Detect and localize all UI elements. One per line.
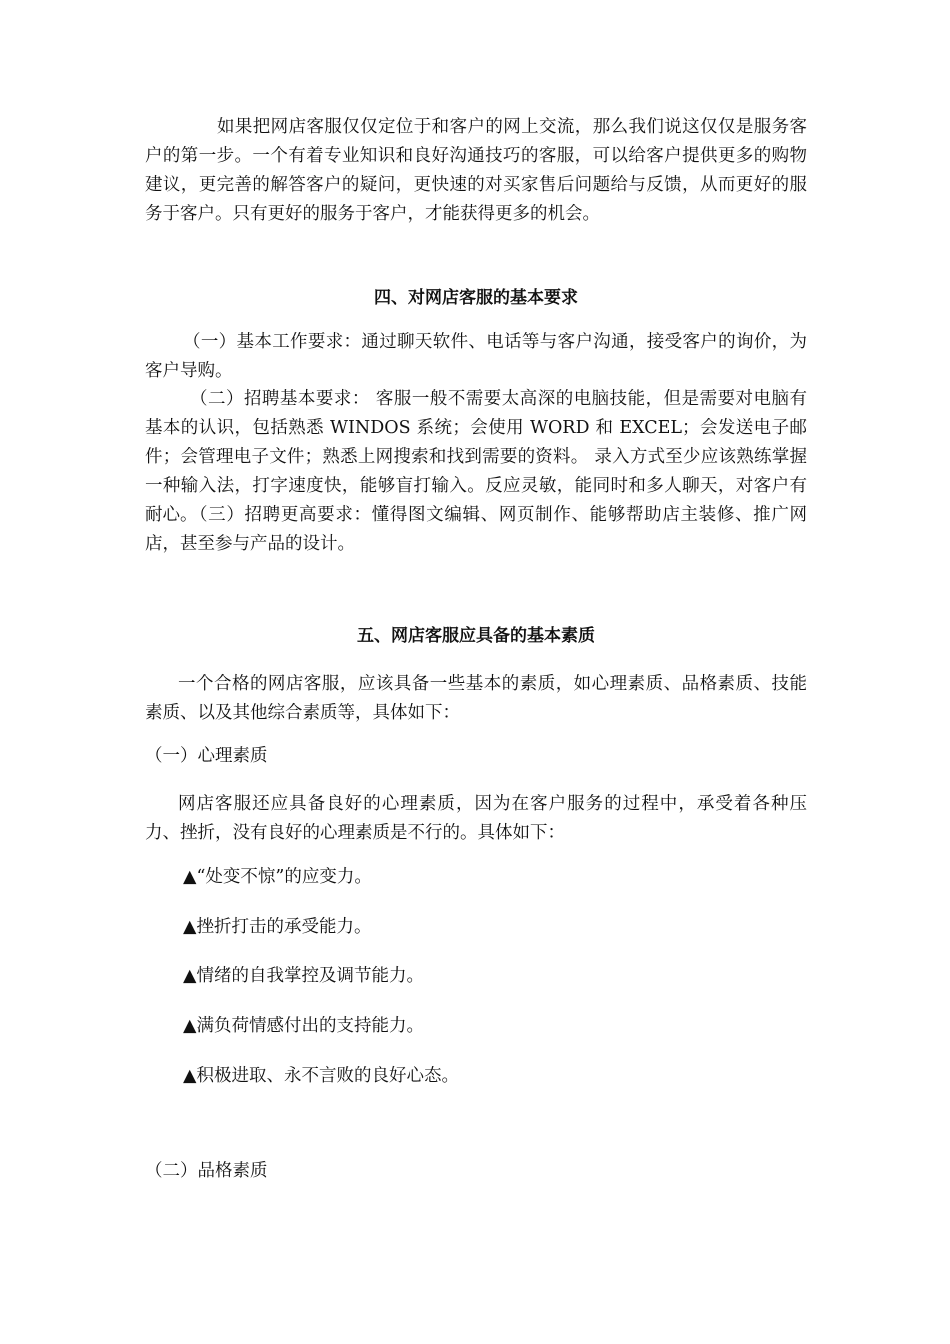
- subsection-1-title: （一）心理素质: [145, 746, 268, 766]
- bullet-item-4: ▲满负荷情感付出的支持能力。: [183, 1016, 424, 1036]
- section-4-item-1: （一）基本工作要求：通过聊天软件、电话等与客户沟通，接受客户的询价，为客户导购。: [145, 332, 807, 381]
- bullet-item-3: ▲情绪的自我掌控及调节能力。: [183, 966, 424, 986]
- bullet-item-5: ▲积极进取、永不言败的良好心态。: [183, 1066, 459, 1086]
- section-5-intro: 一个合格的网店客服，应该具备一些基本的素质，如心理素质、品格素质、技能素质、以及其他综合素质等，具体如下：: [145, 674, 807, 723]
- section-5-heading: 五、网店客服应具备的基本素质: [357, 626, 595, 646]
- section-4-item-3: （三）招聘更高要求：懂得图文编辑、网页制作、能够帮助店主装修、推广网店，甚至参与产品的设计。: [145, 505, 807, 554]
- section-4-item-2: （二）招聘基本要求： 客服一般不需要太高深的电脑技能，但是需要对电脑有基本的认识，包括熟悉 WINDOS 系统；会使用 WORD 和 EXCEL；会发送电子邮件；会管理电子文件；熟悉上网搜索和找到需要的资料。 录入方式至少应该熟练掌握一种输入法，打字速度快，能够盲打输入。反应灵敏，能同时和多人聊天，对客户有耐心。: [145, 389, 807, 525]
- subsection-2-title: （二）品格素质: [145, 1161, 268, 1181]
- subsection-1-paragraph: 网店客服还应具备良好的心理素质，因为在客户服务的过程中，承受着各种压力、挫折，没有良好的心理素质是不行的。具体如下：: [145, 794, 807, 843]
- intro-paragraph: 如果把网店客服仅仅定位于和客户的网上交流，那么我们说这仅仅是服务客户的第一步。一个有着专业知识和良好沟通技巧的客服，可以给客户提供更多的购物建议，更完善的解答客户的疑问，更快速的对买家售后问题给与反馈，从而更好的服务于客户。只有更好的服务于客户，才能获得更多的机会。: [145, 117, 807, 224]
- bullet-item-1: ▲“处变不惊”的应变力。: [183, 867, 372, 887]
- section-4-heading: 四、对网店客服的基本要求: [374, 288, 578, 308]
- bullet-item-2: ▲挫折打击的承受能力。: [183, 917, 372, 937]
